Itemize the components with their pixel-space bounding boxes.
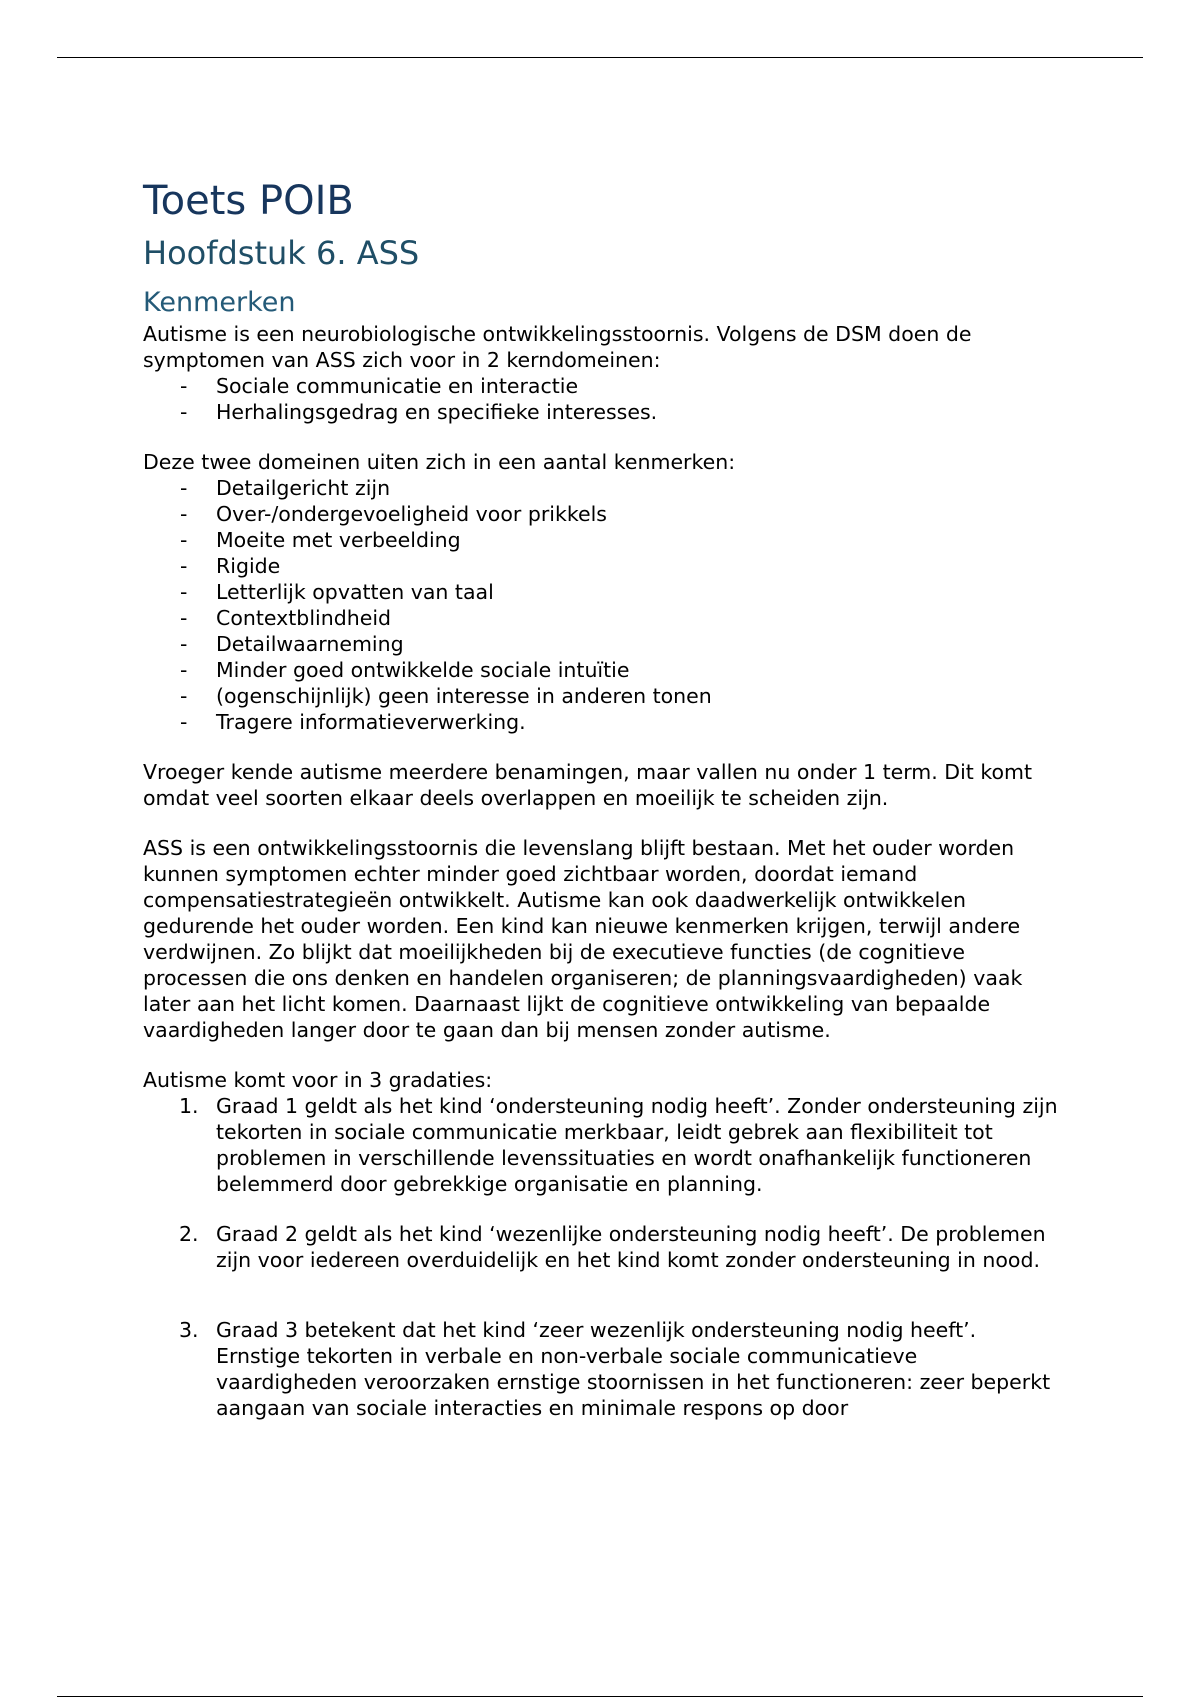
list-item: - Over-/ondergevoeligheid voor prikkels <box>143 501 1063 527</box>
list-item: - Sociale communicatie en interactie <box>143 373 1063 399</box>
header-rule <box>57 57 1143 58</box>
chapter-heading: Hoofdstuk 6. ASS <box>143 234 420 272</box>
grade-item <box>143 1093 1063 1197</box>
features-intro: Deze twee domeinen uiten zich in een aantal kenmerken: <box>143 450 736 474</box>
grade-text: Graad 2 geldt als het kind ‘wezenlijke ondersteuning nodig heeft’. De problemen zijn voor iedereen overduidelijk en het kind komt zonder ondersteuning in nood. <box>216 1222 1046 1272</box>
grades-list <box>143 1093 1063 1421</box>
grade-text: Graad 3 betekent dat het kind ‘zeer wezenlijk ondersteuning nodig heeft’. Ernstige tekorten in verbale en non-verbale sociale communicatieve vaardigheden veroorzaken ernstige stoornissen in het functioneren: zeer beperkt aangaan van sociale interacties en minimale respons op door <box>216 1318 1051 1420</box>
section-heading: Kenmerken <box>143 287 296 318</box>
list-item: - Detailgericht zijn <box>143 475 1063 501</box>
list-item: - Detailwaarneming <box>143 631 1063 657</box>
list-spacer <box>143 1197 1063 1221</box>
domains-list <box>143 373 1063 425</box>
grades-intro: Autisme komt voor in 3 gradaties: <box>143 1068 493 1092</box>
grade-number: 2. <box>179 1222 199 1246</box>
features-list <box>143 475 1063 735</box>
list-item: - Minder goed ontwikkelde sociale intuïtie <box>143 657 1063 683</box>
list-item: - (ogenschijnlijk) geen interesse in anderen tonen <box>143 683 1063 709</box>
list-item: - Moeite met verbeelding <box>143 527 1063 553</box>
document-title: Toets POIB <box>143 178 354 224</box>
list-item: - Letterlijk opvatten van taal <box>143 579 1063 605</box>
list-item: - Rigide <box>143 553 1063 579</box>
lifelong-paragraph: ASS is een ontwikkelingsstoornis die levenslang blijft bestaan. Met het ouder worden kunnen symptomen echter minder goed zichtbaar worden, doordat iemand compensatiestrategieën ontwikkelt. Autisme kan ook daadwerkelijk ontwikkelen gedurende het ouder worden. Een kind kan nieuwe kenmerken krijgen, terwijl andere verdwijnen. Zo blijkt dat moeilijkheden bij de executieve functies (de cognitieve processen die ons denken en handelen organiseren; de planningsvaardigheden) vaak later aan het licht komen. Daarnaast lijkt de cognitieve ontwikkeling van bepaalde vaardigheden langer door te gaan dan bij mensen zonder autisme. <box>143 836 1023 1042</box>
terms-paragraph: Vroeger kende autisme meerdere benamingen, maar vallen nu onder 1 term. Dit komt omdat veel soorten elkaar deels overlappen en moeilijk te scheiden zijn. <box>143 760 1033 810</box>
grade-number: 1. <box>179 1094 199 1118</box>
grade-item <box>143 1221 1063 1273</box>
list-item: - Tragere informatieverwerking. <box>143 709 1063 735</box>
grade-text: Graad 1 geldt als het kind ‘ondersteuning nodig heeft’. Zonder ondersteuning zijn tekorten in sociale communicatie merkbaar, leidt gebrek aan flexibiliteit tot problemen in verschillende levenssituaties en wordt onafhankelijk functioneren belemmerd door gebrekkige organisatie en planning. <box>216 1094 1058 1196</box>
document-body <box>143 175 1063 1421</box>
list-item: - Herhalingsgedrag en specifieke interesses. <box>143 399 1063 425</box>
list-item: - Contextblindheid <box>143 605 1063 631</box>
grade-item <box>143 1317 1063 1421</box>
footer-rule <box>57 1696 1143 1697</box>
list-spacer <box>143 1273 1063 1317</box>
grade-number: 3. <box>179 1318 199 1342</box>
intro-paragraph: Autisme is een neurobiologische ontwikkelingsstoornis. Volgens de DSM doen de symptomen van ASS zich voor in 2 kerndomeinen: <box>143 322 972 372</box>
